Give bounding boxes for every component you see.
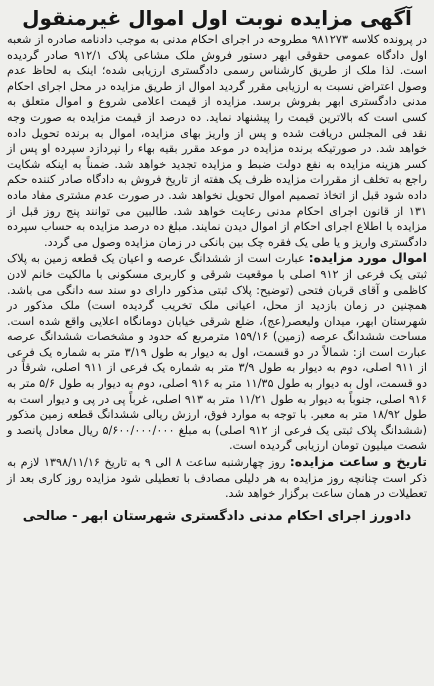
property-description: عبارت است از ششدانگ عرصه و اعیان یک قطعه زمین به پلاک ثبتی یک فرعی از ۹۱۲ اصلی با موقعیت شرقی و کاربری مسکونی با مالکیت خانم لادن کاظمی و آقای قربان فتحی (توضیح: پلاک ثبتی مذکور دارای دو سند سه دانگی می باشد. همچنین در زمان بازدید از محل، اعیانی ملک تخریب گردیده است) ملک مذکور در شهرستان ابهر، میدان ولیعصر(عج)، ضلع شرقی خیابان دومانگاه اعلایی واقع شده است. مساحت ششدانگ عرصه (زمین) ۱۵۹/۱۶ مترمربع که حدود و مشخصات ششدانگ عرصه عبارت است از: شمالاً در دو قسمت، اول به دیوار به طول ۳/۱۹ متر به شماره یک فرعی از ۹۱۱ اصلی، دوم به دیوار به طول ۳/۹ متر به شماره یک فرعی از ۹۱۱ اصلی، شرقاً در دو قسمت، اول به دیوار به طول ۱۱/۳۵ متر به ۹۱۶ اصلی، دوم به دیوار به طول ۵/۶ متر به ۹۱۶ اصلی، جنوباً به دیوار به طول ۱۱/۲۱ متر به ۹۱۳ اصلی، غرباً پی در پی و دیوار است به طول ۱۸/۹۲ متر به معبر. با توجه به موارد فوق، ارزش ریالی ششدانگ قطعه زمین مذکور (ششدانگ پلاک ثبتی یک فرعی از ۹۱۲ اصلی) به مبلغ ۵/۶۰۰/۰۰۰/۰۰۰ ریال معادل پانصد و شصت میلیون تومان ارزیابی گردیده است. bbox=[7, 252, 427, 453]
auction-datetime-description: روز چهارشنبه ساعت ۸ الی ۹ به تاریخ ۱۳۹۸/۱۱/۱۶ لازم به ذکر است چنانچه روز مزایده به هر دلیلی مصادف با تعطیلی شود مزایده روز کاری بعد از تعطیلات در همان ساعت برگزار خواهد شد. bbox=[7, 456, 427, 501]
property-section bbox=[7, 250, 427, 454]
signature: دادورز اجرای احکام مدنی دادگستری شهرستان ابهر - صالحی bbox=[22, 508, 412, 524]
auction-datetime-section bbox=[7, 454, 427, 502]
property-heading: اموال مورد مزایده: bbox=[308, 250, 427, 266]
notice-title: آگهی مزایده نوبت اول اموال غیرمنقول bbox=[22, 6, 412, 30]
notice-intro-paragraph: در پرونده کلاسه ۹۸۱۲۷۳ مطروحه در اجرای احکام مدنی به موجب دادنامه صادره از شعبه اول دادگاه عمومی حقوقی ابهر دستور فروش ملک مشاعی پلاک ۹۱۲/۱ صادر گردیده است. لذا ملک از طریق کارشناس رسمی دادگستری ارزیابی شده؛ اینک به لحاظ عدم وصول اعتراض نسبت به ارزیابی مقرر گردید اموال از طریق مزایده در محل اجرای احکام مدنی دادگستری ابهر بفروش برسد. مزایده از قیمت اعلامی شروع و اموال متعلق به کسی است که بالاترین قیمت را پیشنهاد نماید. ده درصد از قیمت مزایده به صورت وجه نقد فی المجلس دریافت شده و پس از واریز بهای مزایده، اموال به برنده تحویل داده خواهد شد. در صورتیکه برنده مزایده در موعد مقرر بقیه بهاء را نپردازد سپرده او پس از کسر هزینه مزایده به نفع دولت ضبط و مزایده تجدید خواهد شد. ضمناً به اینکه شکایت راجع به تخلف از مقررات مزایده ظرف یک هفته از تاریخ فروش به دادگاه صادر کننده حکم داده شود قبل از اتخاذ تصمیم اموال تحویل نخواهد شد. در صورت عدم مشتری مفاد ماده ۱۳۱ از قانون اجرای احکام مدنی رعایت خواهد شد. طالبین می توانند پنج روز قبل از مزایده با اطلاع اجرای احکام از اموال دیدن نمایند. مبلغ ده درصد مزایده به حساب سپرده دادگستری واریز و یا طی یک فقره چک بین بانکی در زمان مزایده وصول می گردد. bbox=[7, 33, 427, 249]
auction-datetime-heading: تاریخ و ساعت مزایده: bbox=[289, 454, 428, 470]
